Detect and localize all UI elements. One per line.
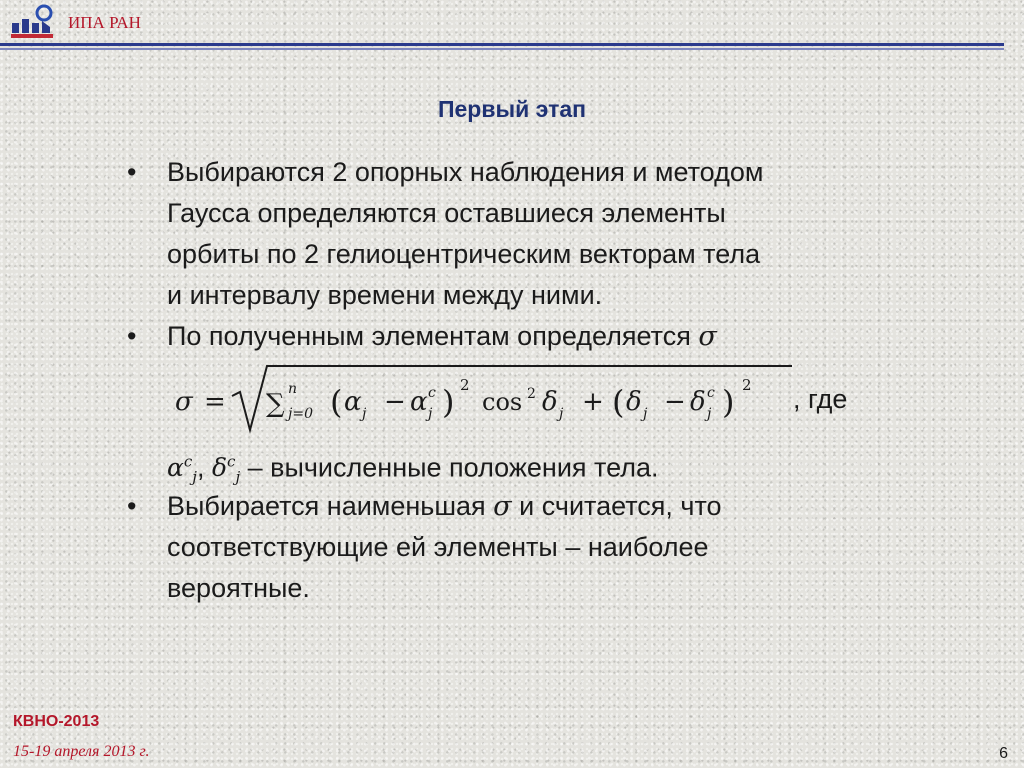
open-paren: (: [330, 383, 343, 421]
formula-delta: δ: [542, 387, 558, 417]
legend-comma: ,: [196, 452, 212, 483]
formula-square: 2: [742, 376, 752, 394]
formula-minus: −: [664, 387, 686, 417]
close-paren: ): [722, 383, 735, 421]
formula-square: 2: [527, 386, 536, 402]
formula-plus: +: [582, 387, 604, 417]
bullet-paragraph-3: [167, 486, 957, 609]
conference-name: КВНО-2013: [13, 713, 100, 730]
formula-sum-upper: n: [288, 381, 298, 397]
paragraph-line: [167, 316, 957, 357]
sub-j: j: [235, 468, 241, 487]
formula-minus: −: [384, 387, 406, 417]
formula-sub-j: j: [428, 406, 433, 422]
formula-delta: δ: [626, 387, 642, 417]
formula-sum-lower: j=0: [288, 406, 313, 422]
formula-square: 2: [460, 376, 470, 394]
bullet-marker: •: [127, 157, 137, 187]
conference-dates: 15-19 апреля 2013 г.: [13, 743, 150, 760]
bullet-marker: •: [127, 321, 137, 351]
paragraph-line: соответствующие ей элементы – наиболее: [167, 532, 709, 562]
legend-delta: [211, 453, 241, 487]
paragraph-line: вероятные.: [167, 573, 310, 603]
header-divider-thin: [0, 48, 1004, 50]
formula-sub-j: j: [559, 406, 564, 422]
bullet-marker: •: [127, 491, 137, 521]
header-divider: [0, 43, 1004, 46]
sigma-formula: [170, 352, 970, 444]
formula-equals: =: [204, 387, 226, 417]
formula-where-text: , где: [793, 384, 848, 414]
paragraph-text: Выбирается наименьшая: [167, 491, 494, 521]
formula-delta: δ: [690, 387, 706, 417]
close-paren: ): [442, 383, 455, 421]
slide-title: Первый этап: [437, 96, 587, 122]
formula-sub-j: j: [707, 406, 712, 422]
bullet-paragraph-1: [167, 152, 957, 316]
formula-sup-c: c: [707, 385, 715, 401]
formula-sum: ∑: [266, 389, 285, 419]
formula-alpha-j: α: [344, 387, 362, 417]
delta-symbol: δ: [211, 453, 228, 483]
org-name: ИПА РАН: [68, 13, 141, 32]
page-number: 6: [999, 745, 1008, 762]
formula-sigma: σ: [175, 387, 193, 417]
sup-c: c: [183, 453, 193, 471]
paragraph-text: По полученным элементам определяется: [167, 321, 699, 351]
sigma-symbol: σ: [493, 491, 512, 522]
formula-sup-c: c: [428, 385, 436, 401]
sigma-symbol: σ: [698, 321, 717, 352]
paragraph-line: Выбираются 2 опорных наблюдения и методом: [167, 157, 764, 187]
ipa-ran-logo-icon: [10, 3, 56, 41]
formula-sub-j: j: [362, 406, 367, 422]
sub-j: j: [192, 468, 197, 487]
paragraph-line: Гаусса определяются оставшиеся элементы: [167, 198, 726, 228]
alpha-symbol: α: [167, 453, 184, 483]
formula-sub-j: j: [643, 406, 648, 422]
slide-header: [0, 0, 1024, 52]
paragraph-line: и интервалу времени между ними.: [167, 280, 603, 310]
bullet-paragraph-2: [167, 316, 957, 357]
legend-alpha: [167, 453, 197, 487]
legend-text: – вычисленные положения тела.: [240, 452, 659, 483]
paragraph-line: орбиты по 2 гелиоцентрическим векторам тела: [167, 239, 761, 269]
open-paren: (: [612, 383, 625, 421]
paragraph-text: и считается, что: [511, 491, 722, 521]
formula-cos: cos: [482, 388, 523, 416]
formula-alpha-c: α: [410, 387, 428, 417]
paragraph-line: [167, 486, 957, 527]
sup-c: c: [227, 453, 236, 471]
